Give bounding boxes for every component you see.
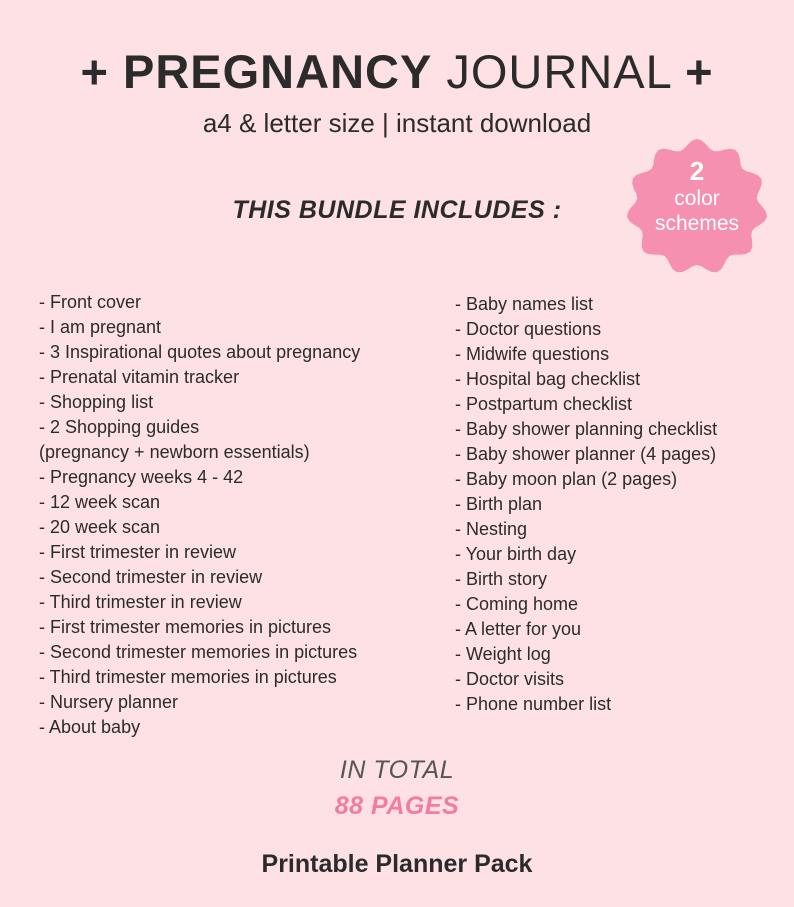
list-item: - Birth plan (455, 494, 543, 514)
list-item: - Baby names list (455, 294, 594, 314)
total-pages: 88 PAGES (334, 792, 460, 820)
list-item: - Third trimester in review (39, 592, 242, 612)
page-title (0, 42, 794, 102)
list-item: - Pregnancy weeks 4 - 42 (39, 467, 244, 487)
contents-list-left (39, 290, 360, 740)
list-item: - A letter for you (455, 619, 582, 639)
list-item: - Coming home (455, 594, 579, 614)
list-item: - First trimester in review (39, 542, 237, 562)
title-bold-word: PREGNANCY (122, 45, 433, 98)
list-item: - Weight log (455, 644, 551, 664)
badge-number: 2 (689, 156, 705, 186)
title-plus-right: + (685, 45, 714, 98)
list-item: - Nursery planner (39, 692, 179, 712)
badge-line-2: schemes (654, 212, 740, 235)
list-item: - Front cover (39, 292, 142, 312)
bundle-heading: THIS BUNDLE INCLUDES : (232, 196, 562, 224)
list-item: (pregnancy + newborn essentials) (39, 442, 310, 462)
title-plus-left: + (80, 45, 109, 98)
list-item: - Phone number list (455, 694, 612, 714)
total-label: IN TOTAL (339, 756, 455, 784)
list-item: - First trimester memories in pictures (39, 617, 332, 637)
list-item: - Hospital bag checklist (455, 369, 641, 389)
list-item: - Postpartum checklist (455, 394, 633, 414)
color-schemes-badge (624, 138, 770, 276)
page-subtitle: a4 & letter size | instant download (202, 108, 592, 138)
list-item: - 12 week scan (39, 492, 161, 512)
list-item: - Second trimester memories in pictures (39, 642, 358, 662)
list-item: - 20 week scan (39, 517, 161, 537)
list-item: - Shopping list (39, 392, 154, 412)
list-item: - Second trimester in review (39, 567, 263, 587)
list-item: - Doctor questions (455, 319, 602, 339)
list-item: - Midwife questions (455, 344, 610, 364)
contents-list-right (455, 292, 717, 717)
list-item: - Baby moon plan (2 pages) (455, 469, 678, 489)
list-item: - Your birth day (455, 544, 577, 564)
list-item: - 2 Shopping guides (39, 417, 200, 437)
list-item: - Baby shower planner (4 pages) (455, 444, 717, 464)
list-item: - I am pregnant (39, 317, 162, 337)
badge-text (624, 156, 770, 236)
list-item: - Baby shower planning checklist (455, 419, 718, 439)
list-item: - Doctor visits (455, 669, 565, 689)
list-item: - Prenatal vitamin tracker (39, 367, 240, 387)
list-item: - Nesting (455, 519, 528, 539)
list-item: - Third trimester memories in pictures (39, 667, 337, 687)
badge-line-1: color (674, 187, 720, 210)
footer-text: Printable Planner Pack (261, 850, 533, 878)
list-item: - About baby (39, 717, 141, 737)
list-item: - 3 Inspirational quotes about pregnancy (39, 342, 361, 362)
list-item: - Birth story (455, 569, 548, 589)
title-light-word: JOURNAL (446, 45, 672, 98)
